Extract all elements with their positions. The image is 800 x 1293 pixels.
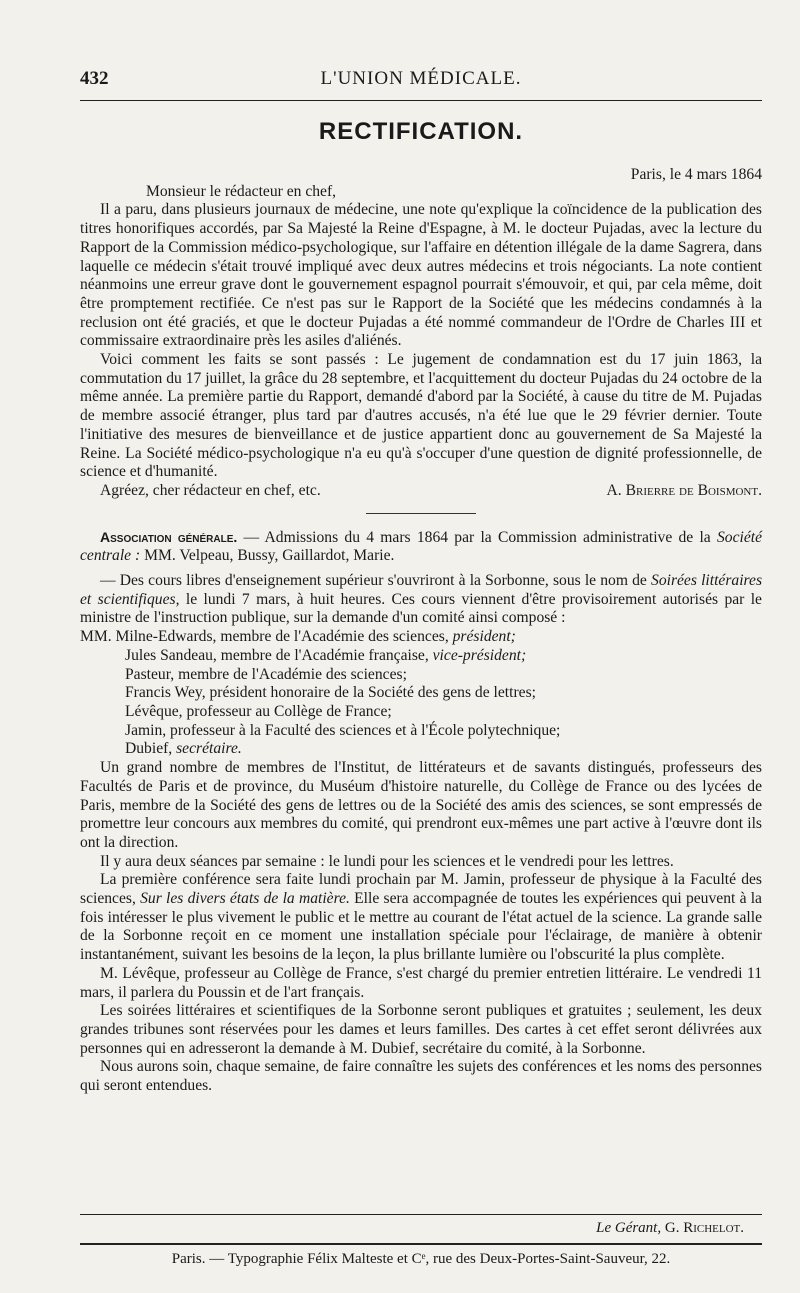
list-item: Jamin, professeur à la Faculté des sciences et à l'École polytechnique; bbox=[125, 721, 561, 739]
list-item: Jules Sandeau, membre de l'Académie française, vice-président; bbox=[125, 646, 527, 664]
committee-list bbox=[80, 628, 762, 759]
closing: Agréez, cher rédacteur en chef, etc. bbox=[100, 481, 321, 499]
paragraph: Un grand nombre de membres de l'Institut, de littérateurs et de savants distingués, professeurs des Facultés de Paris et de province, du Muséum d'histoire naturelle, du Collège de France ou des lycées de Paris, membre de la Société des gens de lettres ou de la Société des amis des sciences, se sont empressés de promettre leur concours aux membres du comité, qui prendront eux-mêmes une part active à l'œuvre dont ils ont la direction. bbox=[80, 759, 762, 851]
list-item: Dubief, secrétaire. bbox=[125, 740, 242, 758]
paragraph: La première conférence sera faite lundi prochain par M. Jamin, professeur de physique à la Faculté des sciences, Sur les divers états de la matière. Elle sera accompagnée de toutes les expériences qui peuvent à la fois intéresser le plus vivement le public et le mettre au courant de l'état actuel de la science. La grande salle de la Sorbonne reçoit en ce moment une installation spéciale pour l'éclairage, de manière à obtenir instantanément, suivant les besoins de la leçon, la plus brillante lumière ou l'obscurité la plus complète. bbox=[80, 871, 762, 964]
gerant-line: Le Gérant, G. Richelot. bbox=[596, 1220, 744, 1236]
list-item: Francis Wey, président honoraire de la Société des gens de lettres; bbox=[125, 684, 536, 702]
imprint: Paris. — Typographie Félix Malteste et Cᵉ, rue des Deux-Portes-Saint-Sauveur, 22. bbox=[171, 1251, 671, 1267]
list-item: Lévêque, professeur au Collège de France; bbox=[125, 702, 392, 720]
section-separator bbox=[366, 513, 476, 514]
signature: A. Brierre de Boismont. bbox=[606, 481, 762, 499]
italic-text: Soirées littéraires et scientifiques, bbox=[80, 572, 763, 608]
text: le lundi 7 mars, à huit heures. Ces cours viennent d'être provisoirement autorisés par le ministre de l'instruction publique, sur la demande d'un comité ainsi composé : bbox=[80, 590, 762, 627]
dateline: Paris, le 4 mars 1864 bbox=[630, 166, 762, 183]
paragraph: M. Lévêque, professeur au Collège de France, s'est chargé du premier entretien littéraire. Le vendredi 11 mars, il parlera du Poussin et de l'art français. bbox=[80, 964, 762, 1001]
salutation: Monsieur le rédacteur en chef, bbox=[146, 182, 337, 200]
article-body bbox=[80, 166, 762, 1096]
list-item: Pasteur, membre de l'Académie des sciences; bbox=[125, 665, 407, 683]
list-item: MM. Milne-Edwards, membre de l'Académie des sciences, président; bbox=[80, 628, 516, 646]
paragraph: Il a paru, dans plusieurs journaux de médecine, une note qu'explique la coïncidence de la publication des titres honorifiques accordés, par Sa Majesté la Reine d'Espagne, à M. le docteur Pujadas, avec la lecture du Rapport de la Commission médico-psychologique, sur l'affaire en détention illégale de la dame Sagrera, dans laquelle ce médecin s'était trouvé impliqué avec deux autres médecins et trois négociants. La note contient néanmoins une erreur grave dont le gouvernement espagnol pourrait s'émouvoir, et qui, par cela même, doit être promptement rectifiée. Ce n'est pas sur le Rapport de la Société que les médecins condamnés à la reclusion ont été graciés, et que le docteur Pujadas a été nommé commandeur de l'Ordre de Charles III et commissaire extraordinaire près les asiles d'aliénés. bbox=[80, 201, 762, 350]
footer-rule bbox=[80, 1214, 762, 1215]
closing-line bbox=[80, 482, 762, 501]
paragraph: Nous aurons soin, chaque semaine, de faire connaître les sujets des conférences et les noms des personnes qui seront entendues. bbox=[80, 1058, 762, 1095]
imprint-rule bbox=[80, 1243, 762, 1245]
association-paragraph bbox=[80, 528, 762, 566]
soirees-intro bbox=[80, 572, 762, 628]
paragraph: Il y aura deux séances par semaine : le lundi pour les sciences et le vendredi pour les lettres. bbox=[100, 852, 674, 870]
header-rule bbox=[80, 100, 762, 101]
paragraph: Voici comment les faits se sont passés : Le jugement de condamnation est du 17 juin 1863, la commutation du 17 juillet, la grâce du 28 septembre, et l'acquittement du docteur Pujadas du 24 octobre de la même année. La première partie du Rapport, demandé d'abord par la Société, à cause du titre de M. Pujadas de membre associé étranger, plus tard par d'autres accusés, n'a été lue que le 29 février dernier. Toute l'initiative des mesures de bienveillance et de justice appartient donc au gouvernement de Sa Majesté la Reine. La Société médico-psychologique n'a eu qu'à s'occuper d'une question de dignité professionnelle, de science et d'humanité. bbox=[80, 351, 762, 481]
page-number: 432 bbox=[80, 68, 109, 89]
article-title: RECTIFICATION. bbox=[318, 118, 524, 145]
association-heading: Association générale. bbox=[100, 528, 238, 545]
text: — Des cours libres d'enseignement supérieur s'ouvriront à la Sorbonne, sous le nom de bbox=[100, 572, 652, 590]
association-members: MM. Velpeau, Bussy, Gaillardot, Marie. bbox=[140, 547, 395, 565]
association-society: Société centrale : bbox=[80, 528, 763, 565]
running-title: L'UNION MÉDICALE. bbox=[320, 68, 522, 89]
paragraph: Les soirées littéraires et scientifiques de la Sorbonne seront publiques et gratuites ; seulement, les deux grandes tribunes sont réservées pour les dames et leurs familles. Des cartes à cet effet seront délivrées aux personnes qui en adresseront la demande à M. Dubief, secrétaire du comité, à la Sorbonne. bbox=[80, 1002, 762, 1057]
page-header bbox=[80, 68, 762, 102]
association-intro: — Admissions du 4 mars 1864 par la Commission administrative de la bbox=[237, 528, 717, 546]
